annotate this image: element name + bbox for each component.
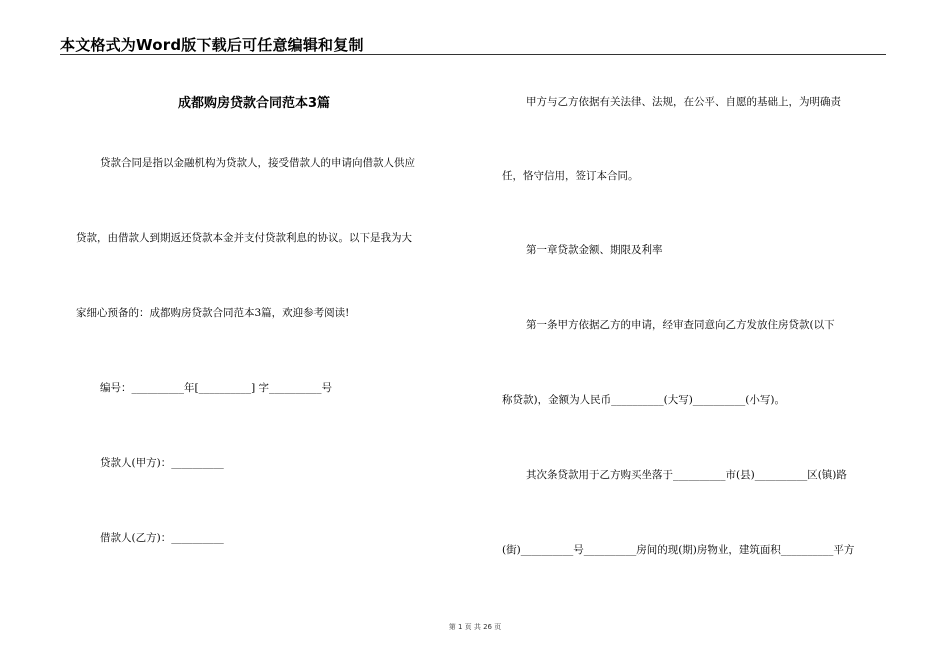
header-title: 本文格式为Word版下载后可任意编辑和复制 bbox=[60, 36, 364, 54]
right-paragraph-line: 其次条贷款用于乙方购买坐落于__________市(县)__________区(镇)路 bbox=[526, 469, 847, 481]
right-paragraph-line: 甲方与乙方依据有关法律、法规，在公平、自愿的基础上，为明确责 bbox=[526, 96, 841, 108]
contract-number-line: 编号：__________年[__________] 字__________号 bbox=[100, 382, 333, 394]
left-paragraph-line: 家细心预备的：成都购房贷款合同范本3篇，欢迎参考阅读! bbox=[76, 307, 350, 319]
right-paragraph-line: (街)__________号__________房间的现(期)房物业，建筑面积__________平方 bbox=[502, 544, 855, 556]
chapter-heading: 第一章贷款金额、期限及利率 bbox=[526, 244, 663, 256]
left-paragraph-line: 贷款合同是指以金融机构为贷款人，接受借款人的申请向借款人供应 bbox=[100, 157, 415, 169]
document-title: 成都购房贷款合同范本3篇 bbox=[178, 96, 331, 111]
right-paragraph-line: 第一条甲方依据乙方的申请，经审查同意向乙方发放住房贷款(以下 bbox=[526, 319, 835, 331]
page-number: 第 1 页 共 26 页 bbox=[448, 623, 502, 631]
right-paragraph-line: 任，恪守信用，签订本合同。 bbox=[502, 170, 639, 182]
right-paragraph-line: 称贷款)，金额为人民币__________(大写)__________(小写)。 bbox=[502, 394, 785, 406]
lender-line: 贷款人(甲方)：__________ bbox=[100, 457, 224, 469]
left-paragraph-line: 贷款，由借款人到期返还贷款本金并支付贷款利息的协议。以下是我为大 bbox=[76, 232, 412, 244]
header-divider bbox=[60, 54, 886, 55]
borrower-line: 借款人(乙方)：__________ bbox=[100, 532, 224, 544]
